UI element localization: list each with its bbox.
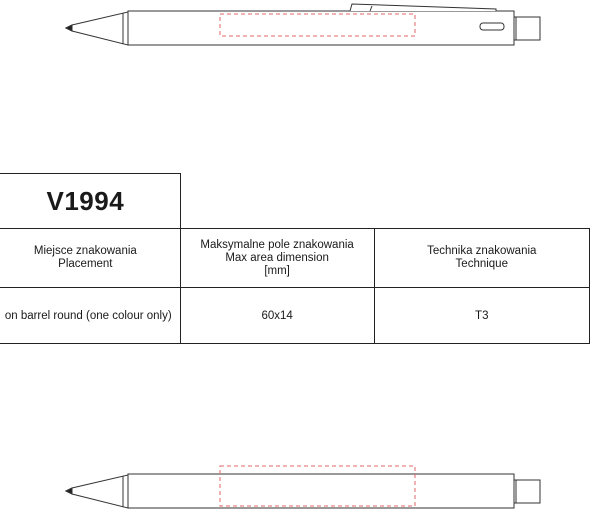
empty-header-cell [180,174,589,229]
header-placement-en: Placement [58,258,113,270]
product-code: V1994 [0,174,180,229]
header-placement [0,229,180,288]
marking-spec-table [0,173,590,344]
pen-drawing-top [0,0,600,60]
header-placement-pl: Miejsce znakowania [33,245,137,257]
header-max-area-unit: [mm] [264,264,290,277]
value-placement: on barrel round (one colour only) [0,288,180,344]
pen-drawing-bottom [0,460,600,514]
header-technique-en: Technique [455,258,508,270]
value-max-area: 60x14 [180,288,374,344]
value-technique: T3 [374,288,589,344]
header-max-area-en: Max area dimension [225,251,329,264]
header-technique-pl: Technika znakowania [427,245,537,257]
header-technique [374,229,589,288]
header-max-area-pl: Maksymalne pole znakowania [200,238,354,251]
header-max-area [180,229,374,288]
